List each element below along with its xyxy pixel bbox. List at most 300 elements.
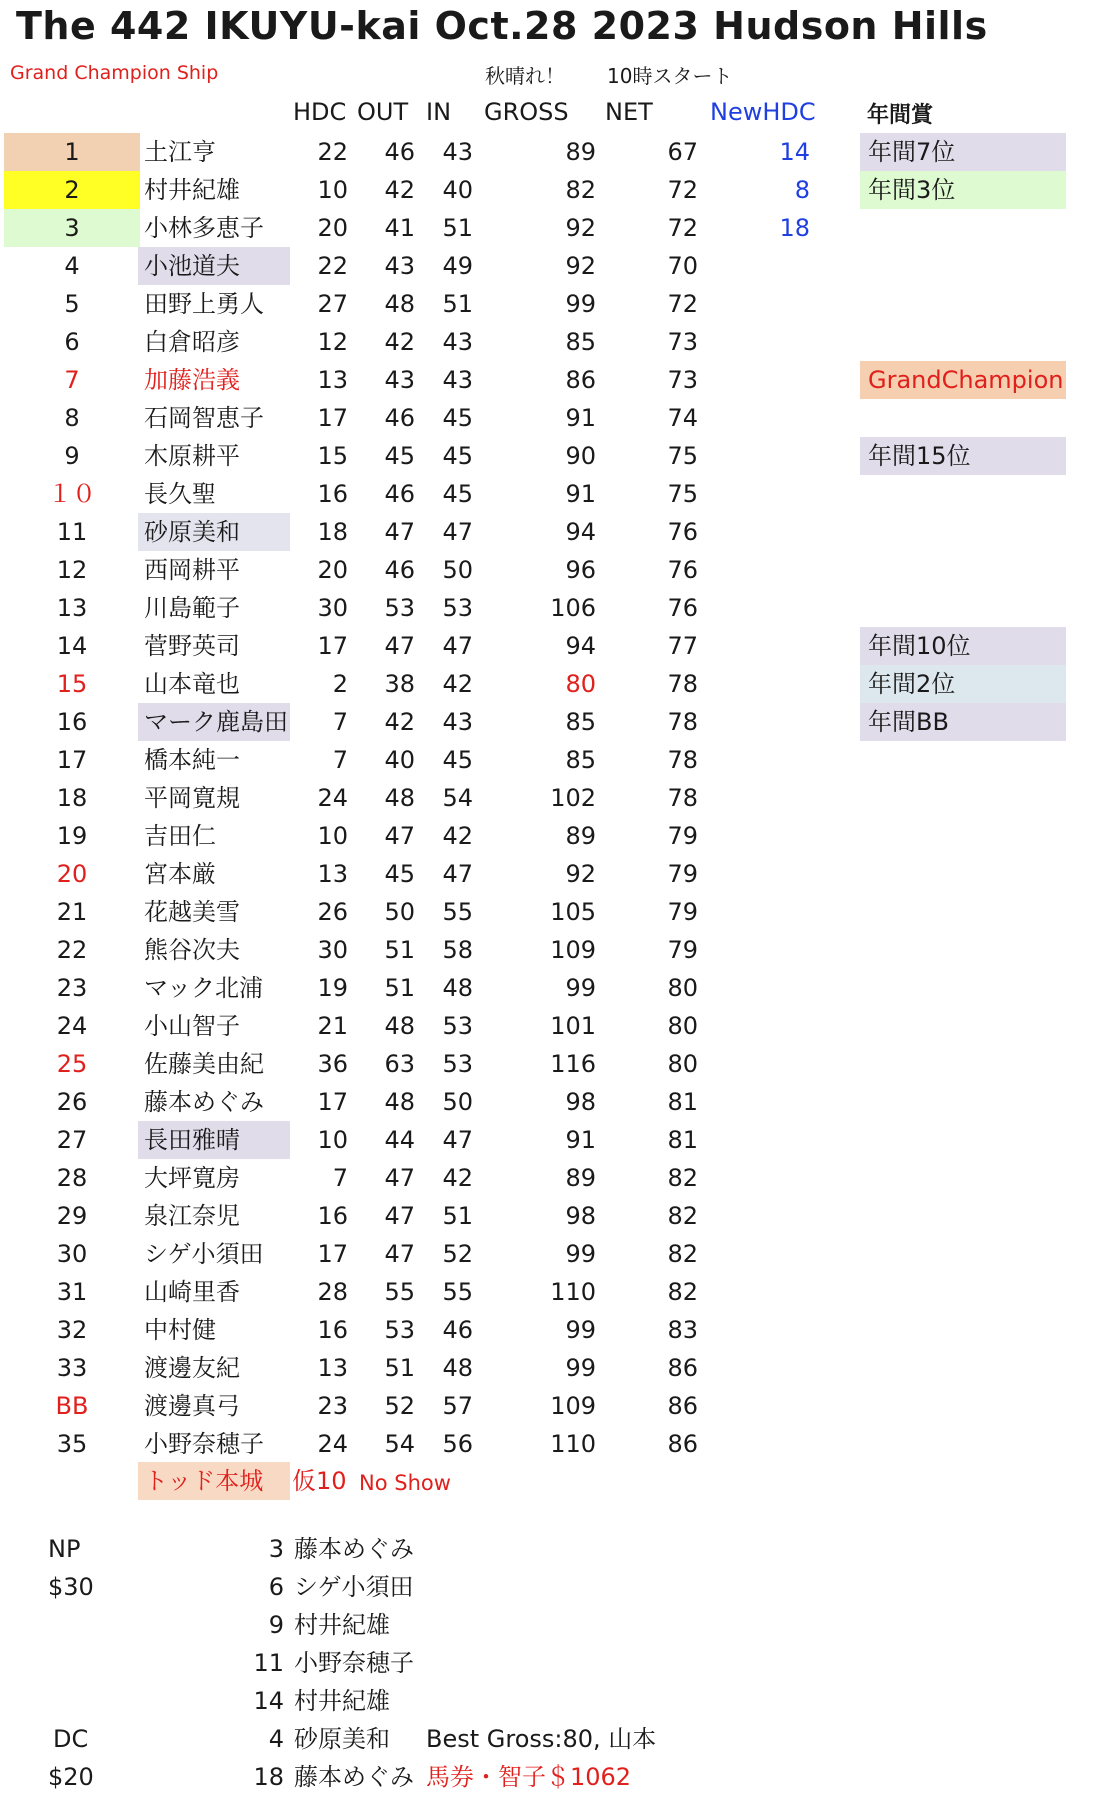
out-cell: 53 <box>384 1316 415 1344</box>
hdc-cell: 22 <box>317 138 348 166</box>
gross-cell: 99 <box>565 290 596 318</box>
out-cell: 43 <box>384 252 415 280</box>
new-hdc-cell <box>730 1349 810 1387</box>
subtitle: Grand Champion Ship <box>10 62 219 84</box>
prize-winner-name: 藤本めぐみ <box>294 1763 414 1791</box>
hdc-cell: 20 <box>317 214 348 242</box>
gross-cell: 106 <box>550 594 596 622</box>
table-row <box>0 285 1104 323</box>
hdc-cell: 30 <box>317 936 348 964</box>
in-cell: 43 <box>442 366 473 394</box>
out-cell: 46 <box>384 404 415 432</box>
table-row <box>0 551 1104 589</box>
table-row <box>0 665 1104 703</box>
table-row <box>0 1045 1104 1083</box>
out-cell: 47 <box>384 1164 415 1192</box>
new-hdc-cell <box>730 513 810 551</box>
start-time: 10時スタート <box>607 64 733 88</box>
player-name: 山崎里香 <box>144 1278 240 1306</box>
new-hdc-cell: 14 <box>779 138 810 166</box>
player-name: 小野奈穂子 <box>144 1430 264 1458</box>
in-cell: 51 <box>442 290 473 318</box>
rank-cell: 8 <box>64 404 80 432</box>
net-cell: 75 <box>667 442 698 470</box>
table-row <box>0 1159 1104 1197</box>
hdc-cell: 17 <box>317 632 348 660</box>
out-cell: 47 <box>384 822 415 850</box>
out-cell: 43 <box>384 366 415 394</box>
hdc-cell: 18 <box>317 518 348 546</box>
new-hdc-cell <box>730 969 810 1007</box>
player-name: 長田雅晴 <box>138 1121 290 1159</box>
hdc-cell: 26 <box>317 898 348 926</box>
out-cell: 45 <box>384 442 415 470</box>
table-row <box>0 893 1104 931</box>
player-name: 渡邊友紀 <box>144 1354 240 1382</box>
net-cell: 80 <box>667 974 698 1002</box>
gross-cell: 80 <box>565 670 596 698</box>
annual-award-cell <box>860 513 1066 551</box>
rank-cell: 9 <box>64 442 80 470</box>
table-row <box>0 627 1104 665</box>
table-row <box>0 1121 1104 1159</box>
rank-cell: 32 <box>56 1316 88 1344</box>
gross-cell: 85 <box>565 328 596 356</box>
no-show-name: トッド本城 <box>138 1462 290 1500</box>
net-cell: 78 <box>667 784 698 812</box>
gross-cell: 90 <box>565 442 596 470</box>
weather-note: 秋晴れ！ <box>485 64 565 88</box>
annual-award-cell <box>860 1235 1066 1273</box>
table-row <box>0 1197 1104 1235</box>
prize-hole-number: 6 <box>268 1573 284 1601</box>
new-hdc-cell <box>730 1235 810 1273</box>
np-amount: $30 <box>48 1573 94 1601</box>
prize-winner-name: 小野奈穂子 <box>294 1649 414 1677</box>
player-name: 田野上勇人 <box>144 290 264 318</box>
annual-award-cell <box>860 209 1066 247</box>
prize-winner-name: シゲ小須田 <box>294 1573 414 1601</box>
new-hdc-cell <box>730 1045 810 1083</box>
hdc-cell: 17 <box>317 1088 348 1116</box>
player-name: 川島範子 <box>144 594 240 622</box>
header-annual-award: 年間賞 <box>867 103 934 128</box>
hdc-cell: 16 <box>317 1316 348 1344</box>
rank-cell: 23 <box>56 974 88 1002</box>
new-hdc-cell <box>730 361 810 399</box>
net-cell: 78 <box>667 670 698 698</box>
header-out: OUT <box>357 98 409 126</box>
out-cell: 48 <box>384 784 415 812</box>
rank-cell: 7 <box>64 366 80 394</box>
rank-cell: 15 <box>56 670 88 698</box>
annual-award-cell <box>860 1159 1066 1197</box>
gross-cell: 99 <box>565 1354 596 1382</box>
hdc-cell: 28 <box>317 1278 348 1306</box>
table-row <box>0 1007 1104 1045</box>
net-cell: 82 <box>667 1278 698 1306</box>
in-cell: 42 <box>442 670 473 698</box>
table-row <box>0 1311 1104 1349</box>
new-hdc-cell <box>730 1273 810 1311</box>
net-cell: 79 <box>667 936 698 964</box>
out-cell: 47 <box>384 518 415 546</box>
annual-award-cell <box>860 855 1066 893</box>
gross-cell: 85 <box>565 746 596 774</box>
in-cell: 47 <box>442 860 473 888</box>
table-row <box>0 855 1104 893</box>
best-gross: Best Gross:80, 山本 <box>426 1725 657 1753</box>
net-cell: 76 <box>667 518 698 546</box>
new-hdc-cell <box>730 1425 810 1463</box>
player-name: シゲ小須田 <box>144 1240 264 1268</box>
new-hdc-cell <box>730 1007 810 1045</box>
no-show-hdc: 仮10 <box>292 1467 347 1495</box>
annual-award-cell: 年間3位 <box>860 171 1066 209</box>
player-name: 泉江奈児 <box>144 1202 240 1230</box>
net-cell: 86 <box>667 1392 698 1420</box>
table-row <box>0 475 1104 513</box>
player-name: 橋本純一 <box>144 746 240 774</box>
hdc-cell: 7 <box>332 746 348 774</box>
table-row <box>0 1425 1104 1463</box>
player-name: 白倉昭彦 <box>144 328 240 356</box>
out-cell: 63 <box>384 1050 415 1078</box>
hdc-cell: 30 <box>317 594 348 622</box>
net-cell: 77 <box>667 632 698 660</box>
net-cell: 79 <box>667 898 698 926</box>
table-row <box>0 1349 1104 1387</box>
net-cell: 78 <box>667 746 698 774</box>
new-hdc-cell <box>730 323 810 361</box>
hdc-cell: 20 <box>317 556 348 584</box>
new-hdc-cell <box>730 285 810 323</box>
annual-award-cell <box>860 779 1066 817</box>
gross-cell: 82 <box>565 176 596 204</box>
in-cell: 40 <box>442 176 473 204</box>
new-hdc-cell <box>730 1197 810 1235</box>
player-name: 木原耕平 <box>144 442 240 470</box>
new-hdc-cell <box>730 437 810 475</box>
rank-cell: 26 <box>56 1088 88 1116</box>
out-cell: 54 <box>384 1430 415 1458</box>
bakuen-note: 馬券・智子＄1062 <box>426 1763 632 1791</box>
player-name: 菅野英司 <box>144 632 240 660</box>
annual-award-cell: 年間2位 <box>860 665 1066 703</box>
annual-award-cell <box>860 1425 1066 1463</box>
rank-cell: 28 <box>56 1164 88 1192</box>
annual-award-cell <box>860 1273 1066 1311</box>
table-row <box>0 931 1104 969</box>
player-name: 小林多恵子 <box>144 214 264 242</box>
out-cell: 48 <box>384 290 415 318</box>
in-cell: 51 <box>442 1202 473 1230</box>
annual-award-cell <box>860 741 1066 779</box>
in-cell: 58 <box>442 936 473 964</box>
player-name: 渡邊真弓 <box>144 1392 240 1420</box>
player-name: 宮本厳 <box>144 860 216 888</box>
gross-cell: 98 <box>565 1202 596 1230</box>
net-cell: 80 <box>667 1050 698 1078</box>
annual-award-cell <box>860 1197 1066 1235</box>
annual-award-cell: GrandChampion <box>860 361 1066 399</box>
prize-winner-name: 村井紀雄 <box>294 1611 390 1639</box>
rank-cell: 12 <box>56 556 88 584</box>
gross-cell: 105 <box>550 898 596 926</box>
header-hdc: HDC <box>293 98 347 126</box>
rank-cell: １０ <box>48 480 96 508</box>
player-name: 長久聖 <box>144 480 216 508</box>
dc-label: DC <box>53 1725 89 1753</box>
player-name: 西岡耕平 <box>144 556 240 584</box>
hdc-cell: 10 <box>317 1126 348 1154</box>
hdc-cell: 7 <box>332 708 348 736</box>
out-cell: 45 <box>384 860 415 888</box>
net-cell: 74 <box>667 404 698 432</box>
table-row <box>0 513 1104 551</box>
table-row <box>0 589 1104 627</box>
gross-cell: 89 <box>565 1164 596 1192</box>
hdc-cell: 10 <box>317 176 348 204</box>
in-cell: 53 <box>442 594 473 622</box>
annual-award-cell <box>860 1083 1066 1121</box>
new-hdc-cell <box>730 703 810 741</box>
gross-cell: 89 <box>565 138 596 166</box>
in-cell: 52 <box>442 1240 473 1268</box>
gross-cell: 94 <box>565 632 596 660</box>
gross-cell: 85 <box>565 708 596 736</box>
net-cell: 82 <box>667 1202 698 1230</box>
rank-cell: BB <box>55 1392 89 1420</box>
annual-award-cell <box>860 323 1066 361</box>
annual-award-cell <box>860 1045 1066 1083</box>
player-name: 大坪寛房 <box>144 1164 240 1192</box>
new-hdc-cell <box>730 931 810 969</box>
in-cell: 45 <box>442 746 473 774</box>
table-row <box>0 323 1104 361</box>
rank-cell: 13 <box>56 594 88 622</box>
new-hdc-cell <box>730 1311 810 1349</box>
net-cell: 82 <box>667 1240 698 1268</box>
player-name: 加藤浩義 <box>144 366 240 394</box>
hdc-cell: 13 <box>317 1354 348 1382</box>
rank-cell: 25 <box>56 1050 88 1078</box>
net-cell: 72 <box>667 214 698 242</box>
out-cell: 44 <box>384 1126 415 1154</box>
net-cell: 86 <box>667 1430 698 1458</box>
gross-cell: 98 <box>565 1088 596 1116</box>
net-cell: 79 <box>667 822 698 850</box>
net-cell: 78 <box>667 708 698 736</box>
out-cell: 50 <box>384 898 415 926</box>
rank-cell: 16 <box>56 708 88 736</box>
out-cell: 46 <box>384 556 415 584</box>
header-new-hdc: NewHDC <box>710 98 816 126</box>
table-row <box>0 1387 1104 1425</box>
in-cell: 47 <box>442 632 473 660</box>
hdc-cell: 16 <box>317 1202 348 1230</box>
new-hdc-cell <box>730 627 810 665</box>
rank-cell: 11 <box>56 518 88 546</box>
in-cell: 50 <box>442 556 473 584</box>
new-hdc-cell <box>730 475 810 513</box>
net-cell: 81 <box>667 1088 698 1116</box>
gross-cell: 110 <box>550 1278 596 1306</box>
in-cell: 45 <box>442 480 473 508</box>
in-cell: 45 <box>442 404 473 432</box>
hdc-cell: 7 <box>332 1164 348 1192</box>
gross-cell: 109 <box>550 936 596 964</box>
prize-hole-number: 14 <box>253 1687 284 1715</box>
in-cell: 42 <box>442 1164 473 1192</box>
hdc-cell: 15 <box>317 442 348 470</box>
table-row <box>0 171 1104 209</box>
net-cell: 76 <box>667 594 698 622</box>
rank-cell: 33 <box>56 1354 88 1382</box>
in-cell: 50 <box>442 1088 473 1116</box>
net-cell: 72 <box>667 176 698 204</box>
out-cell: 46 <box>384 138 415 166</box>
out-cell: 41 <box>384 214 415 242</box>
net-cell: 70 <box>667 252 698 280</box>
hdc-cell: 17 <box>317 1240 348 1268</box>
out-cell: 52 <box>384 1392 415 1420</box>
hdc-cell: 16 <box>317 480 348 508</box>
new-hdc-cell <box>730 1083 810 1121</box>
player-name: 藤本めぐみ <box>144 1088 264 1116</box>
out-cell: 47 <box>384 1202 415 1230</box>
net-cell: 81 <box>667 1126 698 1154</box>
new-hdc-cell: 8 <box>794 176 810 204</box>
net-cell: 76 <box>667 556 698 584</box>
hdc-cell: 21 <box>317 1012 348 1040</box>
player-name: マック北浦 <box>144 974 264 1002</box>
rank-cell: 24 <box>56 1012 88 1040</box>
hdc-cell: 36 <box>317 1050 348 1078</box>
in-cell: 47 <box>442 1126 473 1154</box>
annual-award-cell <box>860 1007 1066 1045</box>
annual-award-cell <box>860 1121 1066 1159</box>
net-cell: 86 <box>667 1354 698 1382</box>
hdc-cell: 10 <box>317 822 348 850</box>
new-hdc-cell <box>730 1159 810 1197</box>
player-name: 佐藤美由紀 <box>144 1050 264 1078</box>
rank-cell: 18 <box>56 784 88 812</box>
in-cell: 43 <box>442 328 473 356</box>
new-hdc-cell <box>730 247 810 285</box>
annual-award-cell <box>860 589 1066 627</box>
player-name: 村井紀雄 <box>144 176 240 204</box>
net-cell: 83 <box>667 1316 698 1344</box>
annual-award-cell <box>860 399 1066 437</box>
annual-award-cell <box>860 1387 1066 1425</box>
rank-cell: 3 <box>4 209 140 247</box>
rank-cell: 35 <box>56 1430 88 1458</box>
in-cell: 46 <box>442 1316 473 1344</box>
rank-cell: 6 <box>64 328 80 356</box>
hdc-cell: 24 <box>317 784 348 812</box>
player-name: 吉田仁 <box>144 822 216 850</box>
rank-cell: 31 <box>56 1278 88 1306</box>
annual-award-cell: 年間15位 <box>860 437 1066 475</box>
prize-winner-name: 藤本めぐみ <box>294 1535 414 1563</box>
hdc-cell: 19 <box>317 974 348 1002</box>
player-name: 熊谷次夫 <box>144 936 240 964</box>
in-cell: 45 <box>442 442 473 470</box>
new-hdc-cell: 18 <box>779 214 810 242</box>
header-gross: GROSS <box>484 98 569 126</box>
in-cell: 55 <box>442 898 473 926</box>
player-name: 砂原美和 <box>138 513 290 551</box>
player-name: 山本竜也 <box>144 670 240 698</box>
header-in: IN <box>426 98 452 126</box>
out-cell: 47 <box>384 1240 415 1268</box>
prize-hole-number: 11 <box>253 1649 284 1677</box>
gross-cell: 99 <box>565 974 596 1002</box>
table-row <box>0 209 1104 247</box>
out-cell: 38 <box>384 670 415 698</box>
in-cell: 55 <box>442 1278 473 1306</box>
hdc-cell: 13 <box>317 366 348 394</box>
rank-cell: 21 <box>56 898 88 926</box>
page-title: The 442 IKUYU-kai Oct.28 2023 Hudson Hills <box>16 4 988 48</box>
gross-cell: 92 <box>565 860 596 888</box>
out-cell: 47 <box>384 632 415 660</box>
gross-cell: 91 <box>565 404 596 432</box>
gross-cell: 102 <box>550 784 596 812</box>
rank-cell: 30 <box>56 1240 88 1268</box>
net-cell: 72 <box>667 290 698 318</box>
table-row <box>0 399 1104 437</box>
net-cell: 82 <box>667 1164 698 1192</box>
rank-cell: 5 <box>64 290 80 318</box>
table-row <box>0 247 1104 285</box>
new-hdc-cell <box>730 855 810 893</box>
new-hdc-cell <box>730 741 810 779</box>
out-cell: 55 <box>384 1278 415 1306</box>
annual-award-cell <box>860 475 1066 513</box>
rank-cell: 22 <box>56 936 88 964</box>
annual-award-cell: 年間7位 <box>860 133 1066 171</box>
new-hdc-cell <box>730 779 810 817</box>
in-cell: 43 <box>442 708 473 736</box>
player-name: 小池道夫 <box>138 247 290 285</box>
out-cell: 42 <box>384 176 415 204</box>
out-cell: 51 <box>384 936 415 964</box>
net-cell: 73 <box>667 366 698 394</box>
annual-award-cell <box>860 285 1066 323</box>
in-cell: 57 <box>442 1392 473 1420</box>
annual-award-cell: 年間BB <box>860 703 1066 741</box>
hdc-cell: 2 <box>332 670 348 698</box>
in-cell: 54 <box>442 784 473 812</box>
net-cell: 80 <box>667 1012 698 1040</box>
table-row <box>0 133 1104 171</box>
hdc-cell: 17 <box>317 404 348 432</box>
gross-cell: 99 <box>565 1240 596 1268</box>
in-cell: 49 <box>442 252 473 280</box>
in-cell: 56 <box>442 1430 473 1458</box>
hdc-cell: 27 <box>317 290 348 318</box>
in-cell: 42 <box>442 822 473 850</box>
net-cell: 67 <box>667 138 698 166</box>
gross-cell: 86 <box>565 366 596 394</box>
table-row <box>0 1083 1104 1121</box>
new-hdc-cell <box>730 399 810 437</box>
net-cell: 73 <box>667 328 698 356</box>
prize-hole-number: 3 <box>268 1535 284 1563</box>
gross-cell: 101 <box>550 1012 596 1040</box>
